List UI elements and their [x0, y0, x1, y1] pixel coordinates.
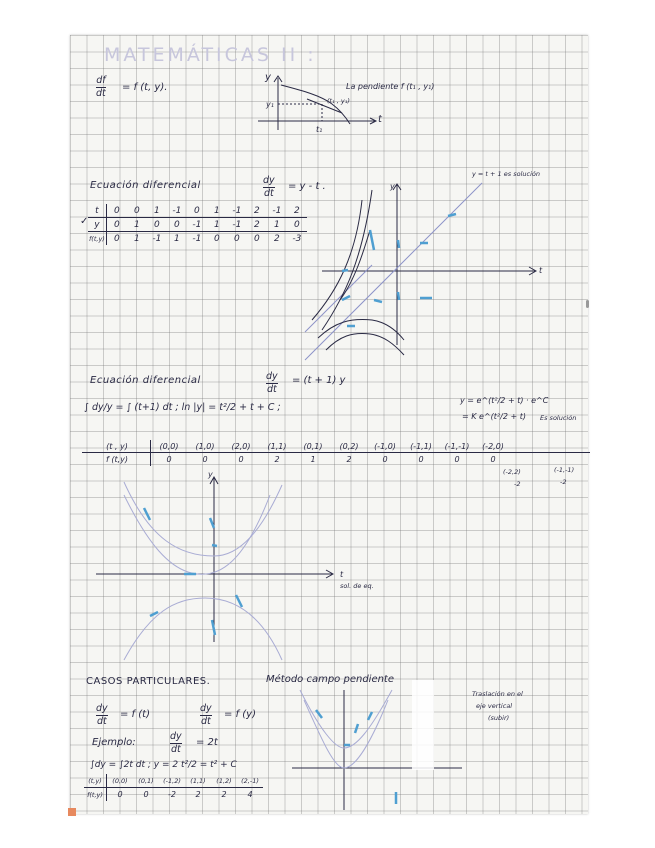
header-cell: (0,0) — [159, 442, 179, 451]
check-mark: ✓ — [80, 216, 89, 227]
direction-field-3 — [292, 690, 462, 810]
header-cell: (0,0) — [107, 774, 134, 788]
graph1-t1-label: t₁ — [316, 125, 323, 134]
header-cell: (-1,2) — [159, 774, 185, 788]
header-cell: (t,y) — [84, 774, 107, 788]
section3-y-label: y — [208, 470, 213, 479]
cell: 1 — [173, 233, 180, 244]
cell: 1 — [127, 218, 147, 232]
denominator: dt — [266, 384, 277, 395]
cell: -3 — [292, 233, 302, 244]
cell: 0 — [287, 218, 307, 232]
extra-value-1: -2 — [514, 480, 521, 488]
cell: -1 — [227, 204, 247, 218]
table-row — [88, 218, 307, 232]
table-row — [84, 453, 511, 466]
section2-eq-rhs: = y - t . — [288, 181, 326, 192]
graph1-point-label: (t₁ , y₁) — [327, 97, 350, 105]
section3-t-label: t — [340, 570, 344, 579]
cell: 0 — [113, 233, 120, 244]
translation-note-2: eje vertical — [476, 702, 513, 710]
header-cell: (-1,0) — [374, 442, 396, 451]
cell: 1 — [310, 455, 316, 464]
example-integral: ∫dy = ∫2t dt ; y = 2 t²/2 = t² + C — [90, 760, 237, 770]
example-rhs: = 2t — [196, 737, 218, 748]
graph1-y-label: y — [265, 72, 271, 83]
header-cell: (0,1) — [303, 442, 323, 451]
cell: 0 — [106, 204, 127, 218]
page-title: MATEMÁTICAS II : — [104, 44, 317, 66]
denominator: dt — [200, 716, 211, 727]
header-cell: (t , y) — [84, 440, 151, 453]
section2-heading: Ecuación diferencial — [90, 180, 201, 191]
cell: 0 — [166, 455, 172, 464]
graph1-t-label: t — [378, 114, 382, 125]
row-header: y — [88, 218, 106, 232]
values-table-1 — [88, 204, 307, 245]
cell: 0 — [418, 455, 424, 464]
solution-k: = K e^(t²/2 + t) — [462, 412, 526, 421]
cell: -1 — [187, 218, 207, 232]
cell: 0 — [490, 455, 496, 464]
section3-heading: Ecuación diferencial — [90, 375, 201, 386]
cell: 1 — [207, 204, 227, 218]
cell: 0 — [143, 790, 149, 799]
cell: 0 — [233, 233, 240, 244]
integral-line: ∫ dy/y = ∫ (t+1) dt ; ln |y| = t²/2 + t + C ; — [84, 402, 281, 413]
cell: 0 — [106, 218, 127, 232]
section2-eq-fraction — [263, 176, 275, 199]
section2-solution-note: y = t + 1 es solución — [472, 170, 540, 178]
cell: 0 — [382, 455, 388, 464]
case1-fraction — [96, 704, 108, 727]
numerator: dy — [200, 703, 212, 714]
cell: 2 — [287, 204, 307, 218]
denominator: dt — [170, 744, 181, 755]
row-header: f (t,y) — [84, 453, 151, 466]
cell: -1 — [267, 204, 287, 218]
cell: 2 — [346, 455, 352, 464]
header-cell: (-1,1) — [410, 442, 432, 451]
translation-note-1: Traslación en el — [472, 690, 523, 698]
cell: 2 — [221, 790, 227, 799]
header-cell: (-2,0) — [482, 442, 504, 451]
header-cell: (1,1) — [185, 774, 211, 788]
cell: 2 — [274, 455, 280, 464]
extra-point-1: (-2,2) — [503, 468, 521, 476]
example-fraction — [170, 732, 182, 755]
extra-value-2: -2 — [560, 478, 567, 486]
row-header: t — [88, 204, 106, 218]
table-header-row — [84, 440, 511, 453]
numerator: dy — [96, 703, 108, 714]
cell: 0 — [127, 204, 147, 218]
denominator: dt — [96, 88, 106, 99]
cell: 2 — [247, 204, 267, 218]
solution-note: Es solución — [540, 414, 577, 422]
cell: -1 — [192, 233, 202, 244]
values-table-2 — [84, 440, 511, 466]
cell: 0 — [147, 218, 167, 232]
numerator: dy — [170, 731, 182, 742]
extra-point-2: (-1,-1) — [554, 466, 575, 474]
cell: 4 — [247, 790, 253, 799]
table-row — [88, 232, 307, 246]
cell: 2 — [247, 218, 267, 232]
cell: 2 — [273, 233, 280, 244]
header-cell: (1,1) — [267, 442, 287, 451]
direction-field-2 — [96, 477, 333, 660]
formula-rhs: = f (t, y). — [122, 82, 168, 93]
cell: 1 — [207, 218, 227, 232]
header-cell: (0,1) — [133, 774, 159, 788]
example-label: Ejemplo: — [92, 737, 136, 748]
cell: -1 — [152, 233, 162, 244]
cell: -1 — [227, 218, 247, 232]
header-cell: (1,0) — [195, 442, 215, 451]
case2-rhs: = f (y) — [224, 709, 256, 720]
slope-label: La pendiente f (t₁ , y₁) — [346, 82, 435, 91]
cell: 1 — [267, 218, 287, 232]
table-row — [84, 788, 263, 802]
row-header: f(t,y) — [88, 232, 106, 246]
cell: -2 — [168, 790, 176, 799]
header-cell: (2,0) — [231, 442, 251, 451]
graph1-y1-label: y₁ — [266, 100, 274, 109]
cell: 0 — [187, 204, 207, 218]
cell: 1 — [133, 233, 140, 244]
cell: 0 — [253, 233, 260, 244]
cell: 0 — [454, 455, 460, 464]
numerator: dy — [263, 175, 275, 186]
header-cell: (2,-1) — [237, 774, 263, 788]
equilibrium-note: sol. de eq. — [340, 582, 374, 590]
section3-eq-fraction — [266, 372, 278, 395]
header-cell: (0,2) — [339, 442, 359, 451]
cell: 0 — [213, 233, 220, 244]
section3-eq-rhs: = (t + 1) y — [292, 375, 346, 386]
denominator: dt — [263, 188, 274, 199]
values-table-3 — [84, 774, 263, 801]
solution-expression: y = e^(t²/2 + t) · e^C — [460, 396, 549, 405]
denominator: dt — [96, 716, 107, 727]
section4-heading: CASOS PARTICULARES. — [86, 676, 211, 687]
header-cell: (-1,-1) — [444, 442, 470, 451]
translation-note-3: (subir) — [488, 714, 510, 722]
section2-t-label: t — [539, 266, 543, 275]
numerator: df — [96, 75, 106, 86]
table-header-row — [84, 774, 263, 788]
cell: 0 — [202, 455, 208, 464]
case1-rhs: = f (t) — [120, 709, 150, 720]
table-row — [88, 204, 307, 218]
direction-field-1 — [305, 183, 536, 360]
white-overlay — [412, 680, 434, 770]
method-label: Método campo pendiente — [266, 674, 395, 685]
cell: 2 — [195, 790, 201, 799]
cell: -1 — [167, 204, 187, 218]
case2-fraction — [200, 704, 212, 727]
header-cell: (1,2) — [211, 774, 237, 788]
section2-y-label: y — [390, 182, 395, 191]
cell: 0 — [238, 455, 244, 464]
cell: 0 — [167, 218, 187, 232]
numerator: dy — [266, 371, 278, 382]
row-header: f(t,y) — [84, 788, 107, 802]
cell: 0 — [117, 790, 123, 799]
cell: 1 — [147, 204, 167, 218]
